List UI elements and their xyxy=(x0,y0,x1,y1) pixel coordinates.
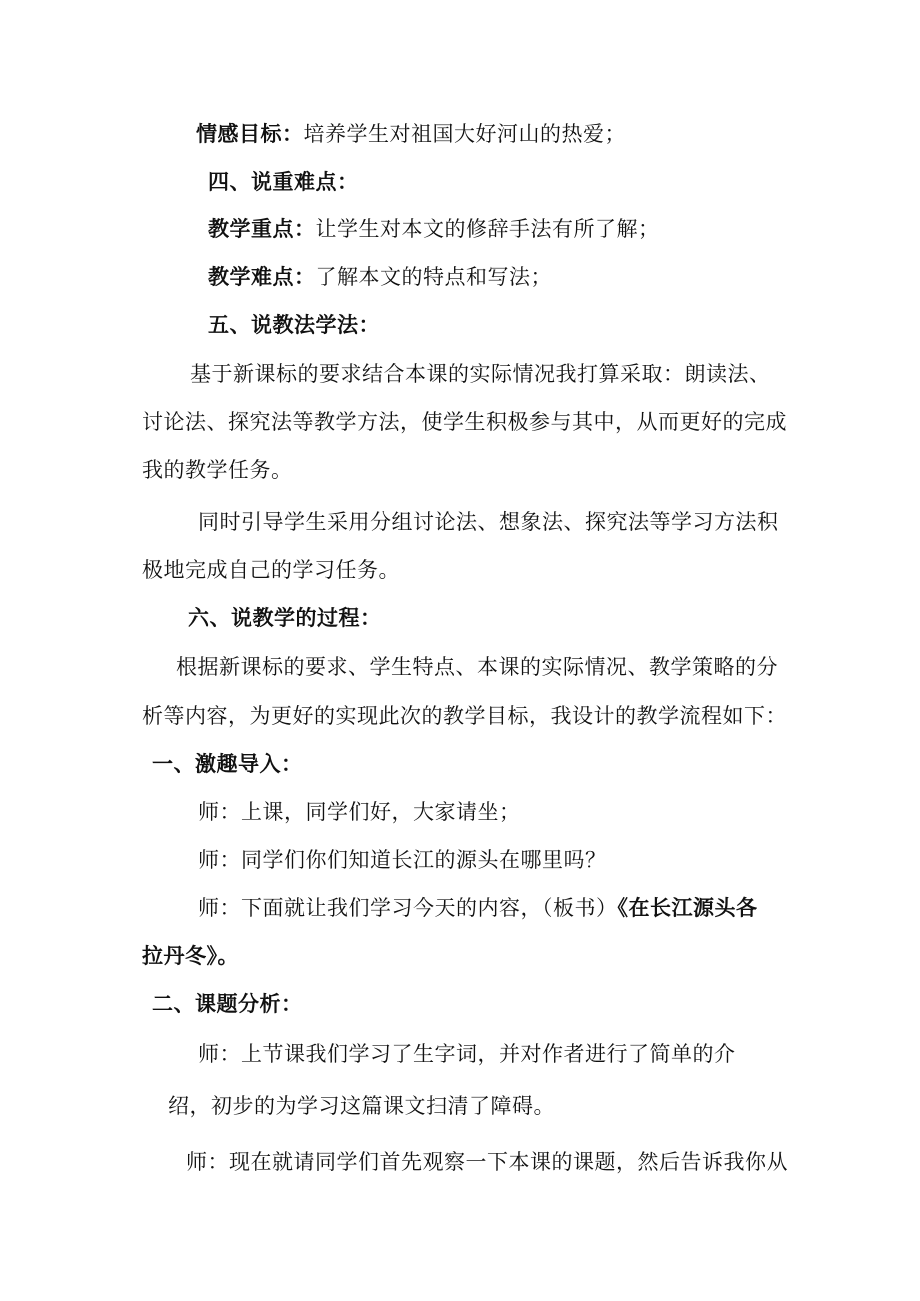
period: 。 xyxy=(217,943,239,968)
line-emotion-goal xyxy=(196,120,626,148)
paragraph-line: 基于新课标的要求结合本课的实际情况我打算采取：朗读法、 xyxy=(190,362,771,386)
paragraph-line: 我的教学任务。 xyxy=(142,458,293,482)
paragraph-line: 极地完成自己的学习任务。 xyxy=(142,558,400,582)
heading-intro: 一、激趣导入： xyxy=(152,752,303,776)
label-emotion-goal: 情感目标： xyxy=(196,121,304,146)
dialogue-line: 师：上节课我们学习了生字词，并对作者进行了简单的介 xyxy=(198,1042,736,1066)
lesson-title: 《在长江源头各 xyxy=(617,895,758,920)
dialogue-line: 师：现在就请同学们首先观察一下本课的课题，然后告诉我你从 xyxy=(186,1150,788,1174)
dialogue-line-continued xyxy=(142,942,239,970)
heading-teaching-methods: 五、说教法学法： xyxy=(208,313,380,337)
heading-key-difficult-points: 四、说重难点： xyxy=(208,170,359,194)
dialogue-line: 绍，初步的为学习这篇课文扫清了障碍。 xyxy=(168,1094,555,1118)
dialogue-line: 师：同学们你们知道长江的源头在哪里吗？ xyxy=(198,848,607,872)
dialogue-line xyxy=(198,894,758,922)
heading-teaching-process: 六、说教学的过程： xyxy=(188,606,382,630)
text-teaching-difficulty: 了解本文的特点和写法； xyxy=(315,265,552,289)
paragraph-line: 讨论法、探究法等教学方法，使学生积极参与其中，从而更好的完成 xyxy=(142,410,787,434)
line-teaching-difficulty xyxy=(208,263,552,291)
text-emotion-goal: 培养学生对祖国大好河山的热爱； xyxy=(303,122,626,146)
line-teaching-focus xyxy=(208,215,660,243)
text-teaching-focus: 让学生对本文的修辞手法有所了解； xyxy=(315,217,660,241)
heading-topic-analysis: 二、课题分析： xyxy=(152,992,303,1016)
dialogue-line: 师：上课，同学们好，大家请坐； xyxy=(198,800,521,824)
paragraph-line: 同时引导学生采用分组讨论法、想象法、探究法等学习方法积 xyxy=(198,510,779,534)
paragraph-line: 析等内容，为更好的实现此次的教学目标，我设计的教学流程如下： xyxy=(142,704,787,728)
label-teaching-difficulty: 教学难点： xyxy=(208,264,316,289)
label-teaching-focus: 教学重点： xyxy=(208,216,316,241)
paragraph-line: 根据新课标的要求、学生特点、本课的实际情况、教学策略的分 xyxy=(176,655,778,679)
lesson-title-continued: 拉丹冬》 xyxy=(142,943,218,968)
dialogue-text: 师：下面就让我们学习今天的内容，（板书） xyxy=(198,896,618,920)
